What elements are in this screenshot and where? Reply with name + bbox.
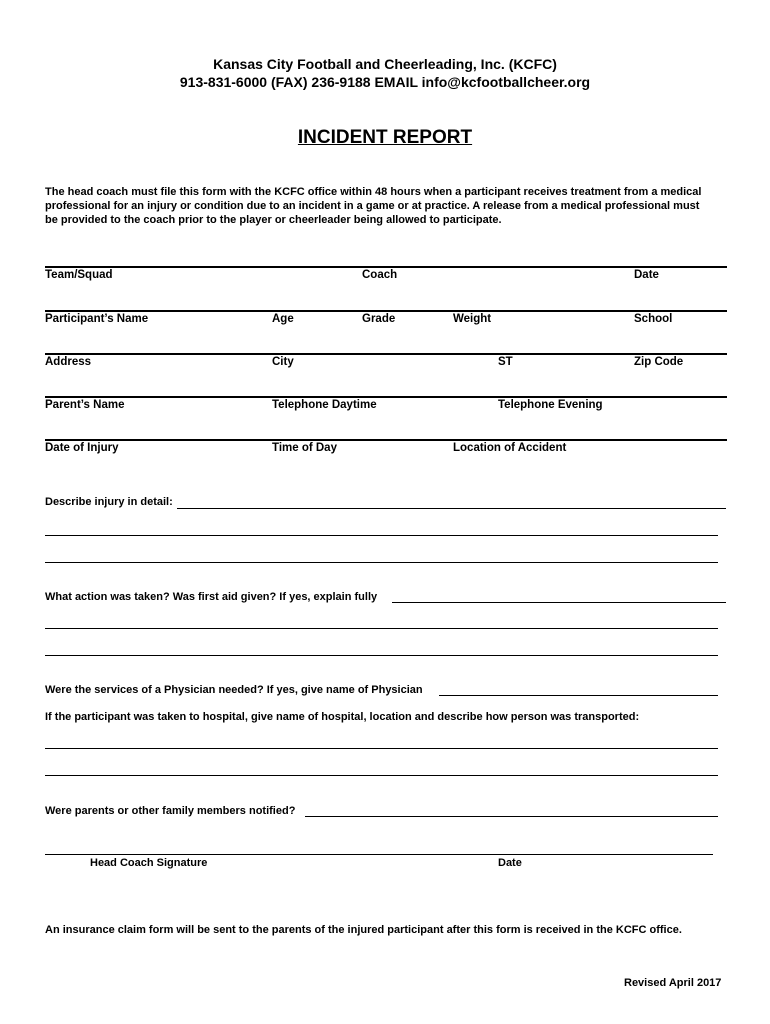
field-rule <box>45 439 727 441</box>
coach-field[interactable]: Coach <box>362 269 398 281</box>
date-field[interactable]: Date <box>634 269 659 281</box>
weight-field[interactable]: Weight <box>453 313 492 325</box>
parents-notified-line[interactable] <box>305 816 718 817</box>
zip-code-field[interactable]: Zip Code <box>634 356 684 368</box>
action-taken-line[interactable] <box>392 602 726 603</box>
time-of-day-field[interactable]: Time of Day <box>272 442 337 454</box>
state-field[interactable]: ST <box>498 356 513 368</box>
address-field[interactable]: Address <box>45 356 92 368</box>
describe-injury-line[interactable] <box>45 535 718 536</box>
telephone-daytime-field[interactable]: Telephone Daytime <box>272 399 377 411</box>
telephone-evening-field[interactable]: Telephone Evening <box>498 399 603 411</box>
hospital-line[interactable] <box>45 748 718 749</box>
page-title: INCIDENT REPORT <box>297 127 473 148</box>
field-rule <box>45 310 727 312</box>
intro-line: The head coach must file this form with the KCFC office within 48 hours when a participant receives treatment from a medical <box>45 186 702 198</box>
intro-line: professional for an injury or condition due to an incident in a game or at practice. A release from a medical professional must <box>45 200 700 212</box>
hospital-label: If the participant was taken to hospital, give name of hospital, location and describe how person was transported: <box>45 711 640 723</box>
intro-paragraph <box>45 185 727 227</box>
action-taken-line[interactable] <box>45 655 718 656</box>
city-field[interactable]: City <box>272 356 294 368</box>
describe-injury-label: Describe injury in detail: <box>45 496 173 508</box>
grade-field[interactable]: Grade <box>362 313 396 325</box>
revision-date: Revised April 2017 <box>624 977 722 989</box>
field-rule <box>45 396 727 398</box>
field-rule <box>45 266 727 268</box>
hospital-line[interactable] <box>45 775 718 776</box>
insurance-notice: An insurance claim form will be sent to the parents of the injured participant after this form is received in the KCFC office. <box>45 924 682 936</box>
physician-line[interactable] <box>439 695 718 696</box>
date-of-injury-field[interactable]: Date of Injury <box>45 442 119 454</box>
action-taken-label: What action was taken? Was first aid given? If yes, explain fully <box>45 591 378 603</box>
physician-label: Were the services of a Physician needed? If yes, give name of Physician <box>45 684 423 696</box>
signature-line[interactable] <box>45 854 713 855</box>
participant-name-field[interactable]: Participant’s Name <box>45 313 149 325</box>
age-field[interactable]: Age <box>272 313 294 325</box>
school-field[interactable]: School <box>634 313 673 325</box>
action-taken-line[interactable] <box>45 628 718 629</box>
org-contact: 913-831-6000 (FAX) 236-9188 EMAIL info@kcfootballcheer.org <box>179 74 591 90</box>
signature-date-label: Date <box>498 857 522 869</box>
describe-injury-line[interactable] <box>45 562 718 563</box>
org-name: Kansas City Football and Cheerleading, Inc. (KCFC) <box>213 56 557 72</box>
describe-injury-line[interactable] <box>177 508 726 509</box>
intro-line: be provided to the coach prior to the player or cheerleader being allowed to participate. <box>45 214 502 226</box>
parents-notified-label: Were parents or other family members notified? <box>45 805 296 817</box>
location-of-accident-field[interactable]: Location of Accident <box>453 442 567 454</box>
head-coach-signature-label: Head Coach Signature <box>90 857 208 869</box>
team-squad-field[interactable]: Team/Squad <box>45 269 113 281</box>
field-rule <box>45 353 727 355</box>
parent-name-field[interactable]: Parent’s Name <box>45 399 125 411</box>
